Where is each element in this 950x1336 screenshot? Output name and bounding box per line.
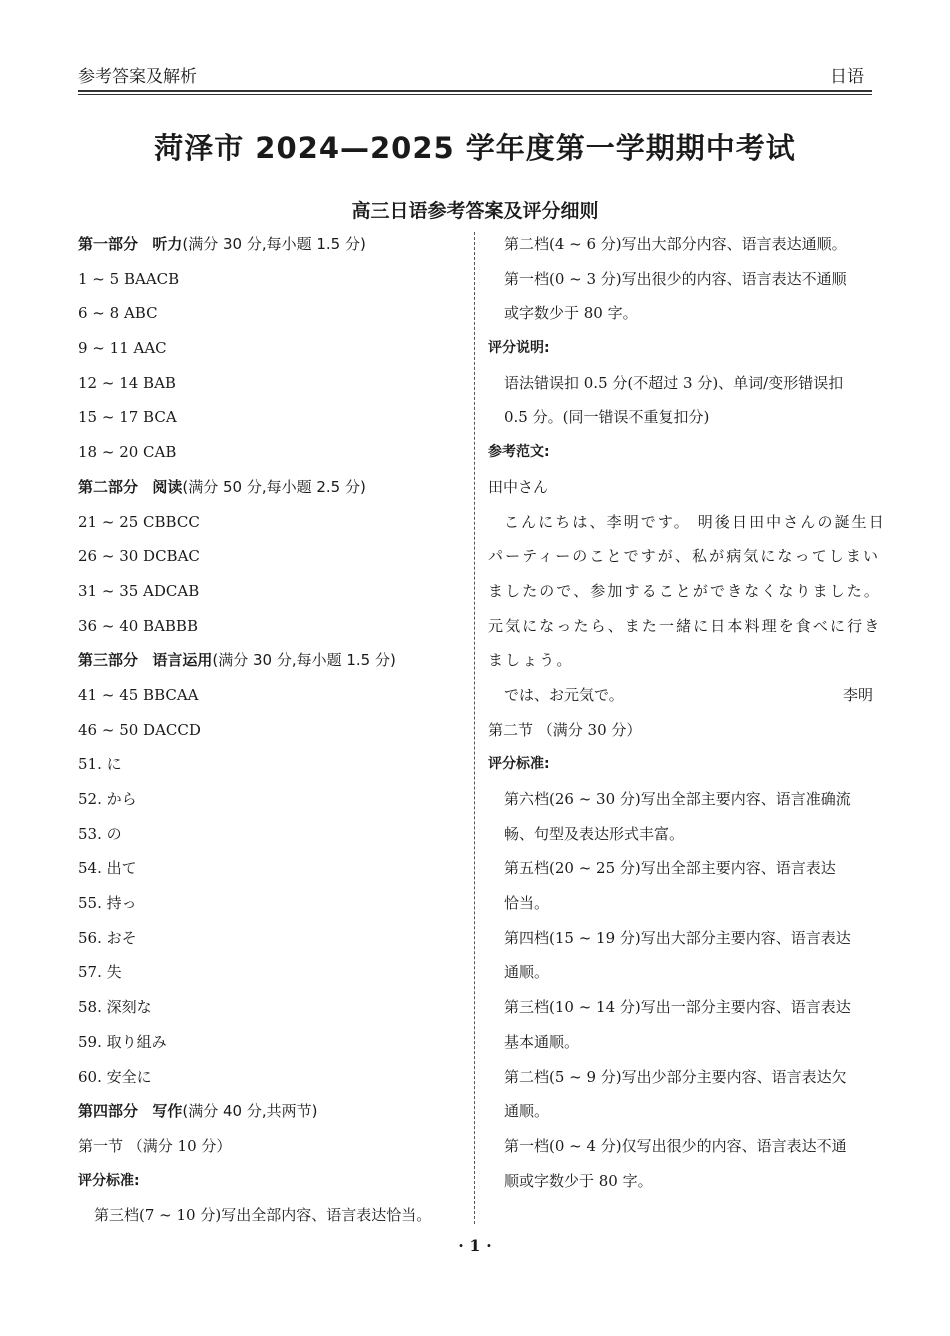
answer-line: 58. 深刻な: [78, 998, 152, 1017]
answer-line: 41 ~ 45 BBCAA: [78, 685, 199, 704]
answer-line: 1 ~ 5 BAACB: [78, 269, 180, 288]
criteria2-line: 第六档(26 ~ 30 分)写出全部主要内容、语言准确流: [504, 790, 851, 808]
criteria2-line: 第二档(5 ~ 9 分)写出少部分主要内容、语言表达欠: [504, 1067, 847, 1086]
sample-closing-row: [488, 683, 873, 718]
answer-line: 56. おそ: [78, 928, 137, 947]
sample-line: 元気になったら、また一緒に日本料理を食べに行き: [488, 616, 882, 635]
header-subject: 日语: [830, 67, 864, 87]
criteria2-line: 第一档(0 ~ 4 分)仅写出很少的内容、语言表达不通: [504, 1136, 847, 1155]
answer-line: 57. 失: [78, 963, 122, 982]
part1-heading: 第一部分 听力(满分 30 分,每小题 1.5 分): [78, 235, 366, 253]
header-rule-thin: [78, 94, 872, 95]
criteria-line: 或字数少于 80 字。: [504, 304, 638, 323]
criteria2-line: 基本通顺。: [504, 1032, 580, 1051]
answer-line: 46 ~ 50 DACCD: [78, 720, 201, 739]
answer-line: 31 ~ 35 ADCAB: [78, 581, 200, 600]
right-column: [488, 232, 886, 1203]
answer-line: 9 ~ 11 AAC: [78, 339, 167, 358]
page-title: 菏泽市 2024—2025 学年度第一学期期中考试: [154, 131, 796, 165]
criteria2-line: 通顺。: [504, 1102, 550, 1121]
answer-line: 51. に: [78, 755, 122, 774]
column-divider: [474, 232, 475, 1224]
criteria2-line: 恰当。: [504, 894, 550, 913]
answer-line: 6 ~ 8 ABC: [78, 304, 158, 323]
criteria-line: 第二档(4 ~ 6 分)写出大部分内容、语言表达通顺。: [504, 235, 847, 253]
criteria2-line: 通顺。: [504, 963, 550, 982]
criteria-label: 评分标准:: [78, 1172, 140, 1189]
sample-line: ましょう。: [488, 651, 574, 670]
criteria-line: 第三档(7 ~ 10 分)写出全部内容、语言表达恰当。: [94, 1206, 432, 1225]
section2-heading: 第二节 （满分 30 分）: [488, 720, 642, 739]
sample-signature: 李明: [842, 685, 873, 704]
page-subtitle: 高三日语参考答案及评分细则: [351, 200, 599, 222]
sample-line: こんにちは、李明です。 明後日田中さんの誕生日: [504, 512, 886, 531]
answer-line: 60. 安全に: [78, 1067, 152, 1086]
answer-line: 21 ~ 25 CBBCC: [78, 512, 200, 531]
left-column: [78, 232, 463, 1238]
criteria2-line: 第五档(20 ~ 25 分)写出全部主要内容、语言表达: [504, 859, 836, 878]
sample-line: ましたので、参加することができなくなりました。: [488, 581, 882, 600]
sample-salutation: 田中さん: [488, 477, 549, 496]
part4-heading: 第四部分 写作(满分 40 分,共两节): [78, 1102, 318, 1121]
criteria2-line: 畅、句型及表达形式丰富。: [504, 824, 685, 843]
answer-line: 26 ~ 30 DCBAC: [78, 547, 200, 566]
criteria2-line: 第四档(15 ~ 19 分)写出大部分主要内容、语言表达: [504, 928, 851, 947]
section1-heading: 第一节 （满分 10 分）: [78, 1136, 232, 1155]
explain-line: 语法错误扣 0.5 分(不超过 3 分)、单词/变形错误扣: [504, 373, 844, 392]
explain-label: 评分说明:: [488, 340, 550, 357]
answer-line: 53. の: [78, 824, 122, 843]
header-section-title: 参考答案及解析: [78, 67, 197, 87]
criteria2-line: 顺或字数少于 80 字。: [504, 1171, 653, 1190]
answer-line: 36 ~ 40 BABBB: [78, 616, 198, 635]
criteria-line: 第一档(0 ~ 3 分)写出很少的内容、语言表达不通顺: [504, 269, 847, 288]
answer-line: 15 ~ 17 BCA: [78, 408, 177, 427]
part2-heading: 第二部分 阅读(满分 50 分,每小题 2.5 分): [78, 477, 366, 496]
part3-heading: 第三部分 语言运用(满分 30 分,每小题 1.5 分): [78, 651, 396, 670]
page-number: · 1 ·: [458, 1236, 492, 1255]
answer-line: 55. 持っ: [78, 894, 137, 913]
criteria2-label: 评分标准:: [488, 756, 550, 773]
answer-line: 59. 取り組み: [78, 1032, 167, 1051]
answer-line: 52. から: [78, 790, 137, 808]
answer-line: 54. 出て: [78, 859, 137, 878]
answer-line: 18 ~ 20 CAB: [78, 443, 177, 462]
answer-line: 12 ~ 14 BAB: [78, 373, 176, 392]
explain-line: 0.5 分。(同一错误不重复扣分): [504, 408, 710, 427]
criteria2-line: 第三档(10 ~ 14 分)写出一部分主要内容、语言表达: [504, 998, 851, 1017]
sample-closing: では、お元気で。: [504, 685, 624, 704]
header-rule-thick: [78, 90, 872, 92]
sample-line: パーティーのことですが、私が病気になってしまい: [488, 547, 881, 566]
sample-label: 参考范文:: [488, 444, 550, 461]
